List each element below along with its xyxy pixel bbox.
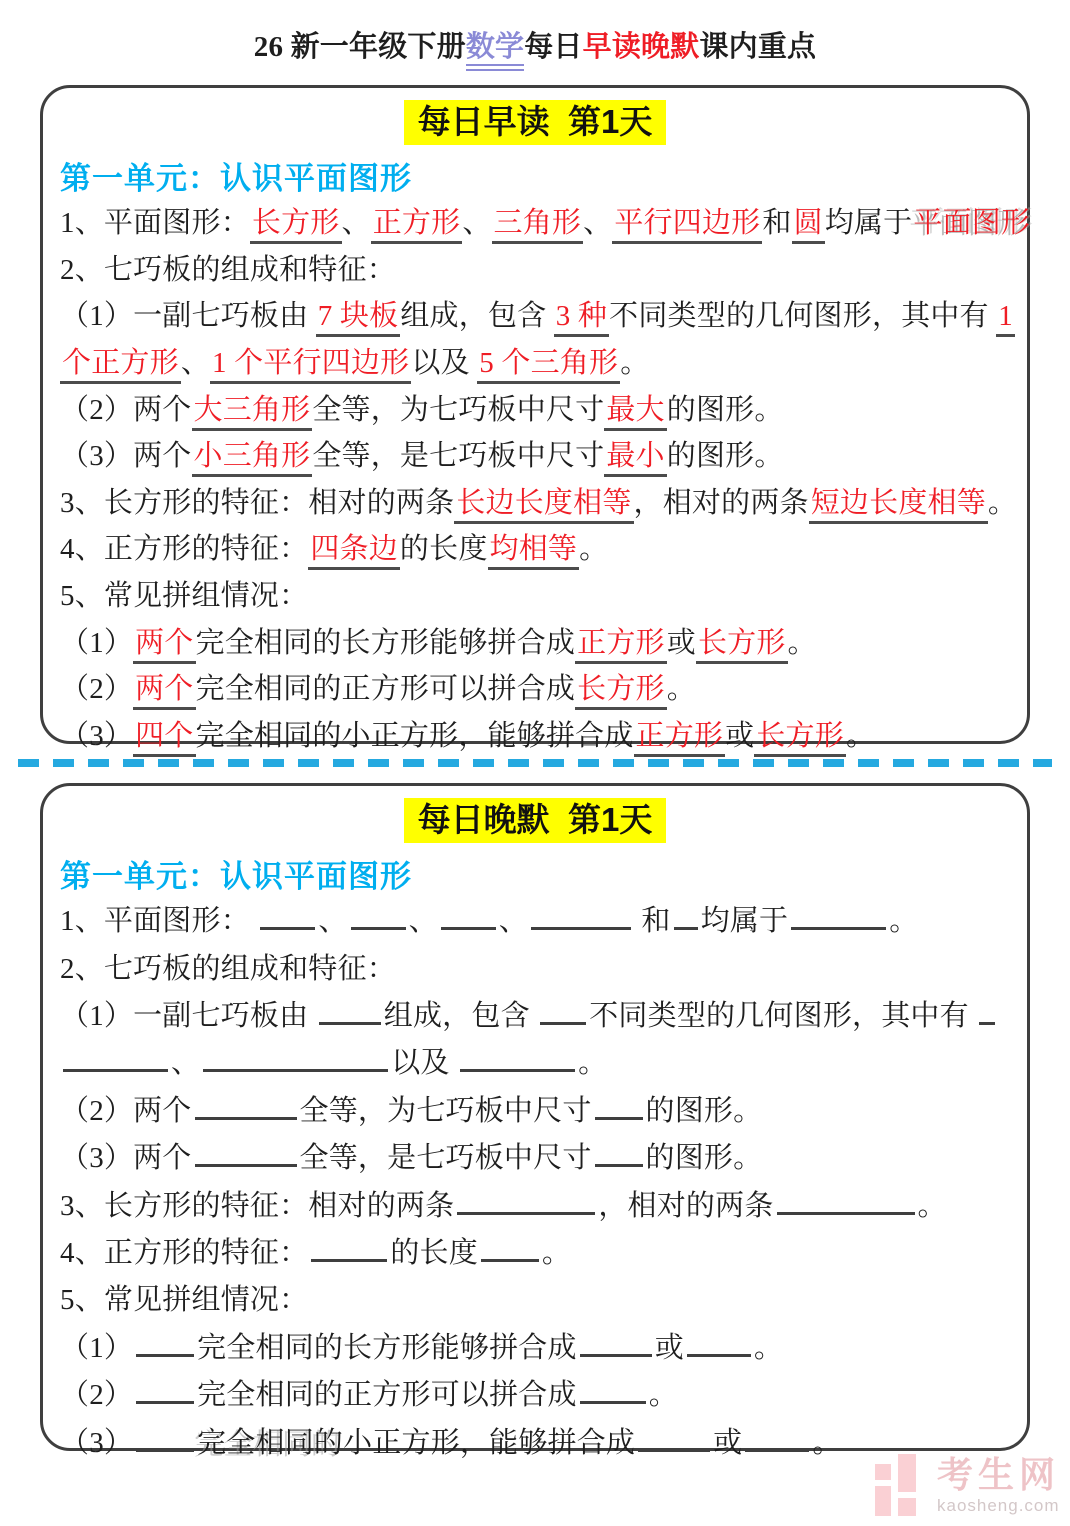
morning-unit-heading: 第一单元：认识平面图形 bbox=[60, 161, 412, 197]
answer-text: 三角形 bbox=[492, 207, 584, 244]
answer-text: 最大 bbox=[604, 394, 666, 431]
static-text: 组成，包含 bbox=[383, 1000, 538, 1032]
evening-recitation-panel bbox=[40, 783, 1030, 1459]
static-text: 、 bbox=[408, 905, 438, 938]
morning-reading-panel bbox=[40, 85, 1031, 752]
static-text: 的图形。 bbox=[645, 1142, 763, 1175]
evening-badge-row bbox=[60, 798, 1010, 844]
static-text: 每日 bbox=[524, 31, 583, 63]
static-text: （2） bbox=[60, 1379, 134, 1412]
answer-text: 5 个三角形 bbox=[477, 347, 620, 384]
static-text: 1、平面图形： bbox=[60, 207, 250, 240]
blank-field bbox=[580, 1327, 652, 1357]
blank-field bbox=[457, 1185, 595, 1215]
static-text: 以及 bbox=[391, 1047, 458, 1080]
static-text: 2、七巧板的组成和特征： bbox=[60, 952, 396, 985]
text-line bbox=[60, 1088, 1010, 1135]
static-text: 3、长方形的特征：相对的两条 bbox=[60, 1189, 455, 1222]
answer-text: 两个 bbox=[133, 627, 195, 664]
text-line bbox=[60, 573, 1010, 620]
static-text: 的图形。 bbox=[666, 440, 784, 473]
text-line bbox=[60, 666, 1010, 713]
answer-text: 两个 bbox=[133, 673, 195, 710]
static-text: 或 bbox=[654, 1331, 684, 1364]
static-text: 组成，包含 bbox=[400, 300, 554, 333]
static-text: 的图形。 bbox=[666, 393, 784, 426]
static-text: 全等，是七巧板中尺寸 bbox=[312, 440, 605, 473]
static-text: 早读晚默 bbox=[582, 31, 700, 63]
static-text: 以及 bbox=[411, 346, 478, 379]
text-line bbox=[60, 1420, 1010, 1467]
blank-field bbox=[638, 1422, 710, 1452]
static-text: 。 bbox=[620, 346, 650, 379]
text-line bbox=[60, 620, 1010, 667]
static-text: 1、平面图形： bbox=[60, 905, 258, 938]
blank-field bbox=[481, 1232, 539, 1262]
answer-text: 长方形 bbox=[250, 207, 342, 244]
blank-field bbox=[687, 1327, 751, 1357]
static-text: 均属于 bbox=[824, 207, 913, 240]
static-text: 和 bbox=[762, 207, 792, 240]
watermark-domain: kaosheng.com bbox=[936, 1495, 1060, 1515]
static-text: （2） bbox=[60, 673, 134, 706]
answer-text: 个正方形 bbox=[60, 347, 181, 384]
text-line bbox=[60, 480, 1018, 527]
static-text: 完全相同的长方形能够拼合成 bbox=[195, 626, 576, 659]
static-text: 的长度 bbox=[399, 533, 488, 566]
answer-text: 1 bbox=[996, 300, 1015, 337]
answer-text: 平面图形 bbox=[913, 207, 1031, 240]
dashed-divider bbox=[18, 759, 1052, 767]
blank-field bbox=[441, 901, 496, 931]
static-text: 4、正方形的特征： bbox=[60, 1237, 309, 1270]
text-line bbox=[60, 1183, 1010, 1230]
static-text: 2、七巧板的组成和特征： bbox=[60, 253, 396, 286]
answer-text: 3 种 bbox=[554, 300, 609, 337]
static-text: （3）两个 bbox=[60, 440, 192, 473]
blank-field bbox=[319, 995, 381, 1025]
static-text: 。 bbox=[889, 905, 919, 938]
morning-content bbox=[60, 200, 1031, 759]
text-line bbox=[60, 898, 1010, 945]
answer-text: 大三角形 bbox=[192, 394, 313, 431]
static-text: 。 bbox=[812, 1426, 842, 1459]
static-text: 完全相同的长方形能够拼合成 bbox=[197, 1331, 577, 1364]
blank-field bbox=[595, 1138, 643, 1168]
static-text: 5、常见拼组情况： bbox=[60, 1284, 309, 1317]
text-line bbox=[60, 526, 1010, 573]
blank-field bbox=[203, 1043, 388, 1073]
static-text: 。 bbox=[541, 1237, 572, 1270]
text-line bbox=[60, 1040, 1010, 1087]
static-text: 的长度 bbox=[390, 1237, 478, 1270]
static-text: 、 bbox=[341, 207, 371, 240]
static-text: （3） bbox=[60, 1426, 134, 1459]
blank-field bbox=[745, 1422, 809, 1452]
blank-field bbox=[311, 1232, 387, 1262]
static-text: （3）两个 bbox=[60, 1142, 192, 1175]
static-text: 完全相同的正方形可以拼合成 bbox=[197, 1379, 577, 1412]
static-text: 。 bbox=[917, 1189, 947, 1222]
static-text: 的图形。 bbox=[645, 1094, 763, 1127]
static-text: （2）两个 bbox=[60, 393, 192, 426]
static-text: 、 bbox=[498, 905, 528, 938]
text-line bbox=[60, 433, 1010, 480]
text-line bbox=[60, 713, 1010, 760]
static-text: 。 bbox=[578, 1047, 608, 1080]
static-text: 均属于 bbox=[700, 905, 789, 938]
text-line bbox=[60, 200, 1031, 247]
static-text: 数学 bbox=[466, 31, 524, 71]
static-text: 3、长方形的特征：相对的两条 bbox=[60, 486, 455, 519]
answer-text: 短边长度相等 bbox=[809, 487, 988, 524]
static-text: 课内重点 bbox=[699, 31, 817, 63]
static-text: 、 bbox=[171, 1047, 201, 1080]
static-text: 。 bbox=[845, 719, 876, 752]
static-text: （1）一副七巧板由 bbox=[60, 300, 316, 333]
static-text: 、 bbox=[180, 346, 211, 379]
static-text: 。 bbox=[787, 626, 817, 659]
static-text: 不同类型的几何图形，其中有 bbox=[589, 1000, 977, 1032]
text-line bbox=[60, 1277, 1010, 1324]
static-text: 或 bbox=[725, 719, 755, 752]
answer-text: 四条边 bbox=[308, 533, 400, 570]
evening-content bbox=[60, 898, 1010, 1467]
text-line bbox=[60, 946, 1010, 993]
static-text: 或 bbox=[666, 626, 696, 659]
static-text: ，相对的两条 bbox=[633, 486, 809, 519]
text-line bbox=[60, 1230, 1010, 1277]
text-line bbox=[60, 293, 1013, 340]
static-text: 全等，是七巧板中尺寸 bbox=[299, 1142, 592, 1175]
blank-field bbox=[195, 1090, 297, 1120]
blank-field bbox=[580, 1375, 646, 1405]
blank-field bbox=[595, 1090, 643, 1120]
kaosheng-logo-icon bbox=[875, 1452, 927, 1518]
blank-field bbox=[460, 1043, 575, 1073]
answer-text: 正方形 bbox=[634, 720, 726, 757]
static-text: 不同类型的几何图形，其中有 bbox=[609, 300, 997, 333]
answer-text: 1 个平行四边形 bbox=[210, 347, 411, 384]
text-line bbox=[60, 247, 1010, 294]
answer-text: 四个 bbox=[133, 720, 195, 757]
answer-text: 长方形 bbox=[754, 720, 846, 757]
blank-field bbox=[531, 901, 631, 931]
static-text: （1） bbox=[60, 626, 134, 659]
blank-field bbox=[791, 901, 886, 931]
answer-text: 均相等 bbox=[488, 533, 580, 570]
static-text: 、 bbox=[462, 207, 492, 240]
watermark bbox=[875, 1452, 1060, 1518]
answer-text: 7 块板 bbox=[316, 300, 401, 337]
evening-badge: 每日晚默 第1天 bbox=[404, 798, 667, 844]
answer-text: 平行四边形 bbox=[612, 207, 762, 244]
static-text: 全等，为七巧板中尺寸 bbox=[299, 1094, 592, 1127]
text-line bbox=[60, 1325, 1010, 1372]
answer-text: 正方形 bbox=[371, 207, 463, 244]
watermark-name: 考生网 bbox=[936, 1453, 1060, 1495]
text-line bbox=[60, 340, 1010, 387]
static-text: 小正方形，能够拼合成 bbox=[343, 1426, 636, 1459]
static-text: 全等，为七巧板中尺寸 bbox=[312, 393, 605, 426]
morning-badge: 每日早读 第1天 bbox=[404, 100, 667, 146]
static-text: 或 bbox=[713, 1426, 743, 1459]
static-text: 4、正方形的特征： bbox=[60, 533, 309, 566]
answer-text: 长方形 bbox=[575, 673, 667, 710]
blank-field bbox=[540, 995, 586, 1025]
answer-text: 小三角形 bbox=[192, 440, 313, 477]
static-text: 。 bbox=[666, 673, 696, 706]
answer-text: 正方形 bbox=[575, 627, 667, 664]
static-text: 。 bbox=[579, 533, 609, 566]
static-text: 、 bbox=[318, 905, 348, 938]
static-text: 。 bbox=[987, 486, 1018, 519]
morning-badge-row bbox=[60, 100, 1010, 146]
static-text: 完全相同的正方形可以拼合成 bbox=[195, 673, 576, 706]
text-line bbox=[0, 24, 1070, 71]
blank-field bbox=[63, 1043, 168, 1073]
evening-unit-heading: 第一单元：认识平面图形 bbox=[60, 859, 412, 895]
static-text: 和 bbox=[633, 905, 671, 938]
static-text: （2）两个 bbox=[60, 1094, 192, 1127]
static-text: 26 新一年级下册 bbox=[253, 31, 466, 63]
static-text: （3） bbox=[60, 719, 134, 752]
text-line bbox=[60, 993, 1010, 1040]
blank-field bbox=[136, 1375, 194, 1405]
static-text: 。 bbox=[753, 1331, 784, 1364]
blank-field bbox=[777, 1185, 915, 1215]
answer-text: 长边长度相等 bbox=[454, 487, 633, 524]
page-title bbox=[0, 24, 1070, 71]
static-text: （1）一副七巧板由 bbox=[60, 1000, 316, 1032]
answer-text: 圆 bbox=[792, 207, 825, 244]
static-text: 。 bbox=[648, 1379, 678, 1412]
blank-field bbox=[136, 1327, 194, 1357]
text-line bbox=[60, 1372, 1010, 1419]
text-line bbox=[60, 387, 1010, 434]
blank-field bbox=[195, 1138, 297, 1168]
static-text: ，相对的两条 bbox=[598, 1189, 774, 1222]
blank-field bbox=[136, 1422, 194, 1452]
text-line bbox=[60, 1135, 1010, 1182]
static-text: 5、常见拼组情况： bbox=[60, 579, 309, 612]
answer-text: 长方形 bbox=[696, 627, 788, 664]
blank-field bbox=[674, 901, 698, 931]
blank-field bbox=[351, 901, 406, 931]
static-text: 、 bbox=[583, 207, 613, 240]
blank-field bbox=[260, 901, 315, 931]
static-text: （1） bbox=[60, 1331, 134, 1364]
static-text: 完全相同的 bbox=[197, 1426, 344, 1459]
answer-text: 最小 bbox=[604, 440, 666, 477]
static-text: 完全相同的小正方形，能够拼合成 bbox=[195, 719, 634, 752]
blank-field bbox=[979, 995, 995, 1025]
